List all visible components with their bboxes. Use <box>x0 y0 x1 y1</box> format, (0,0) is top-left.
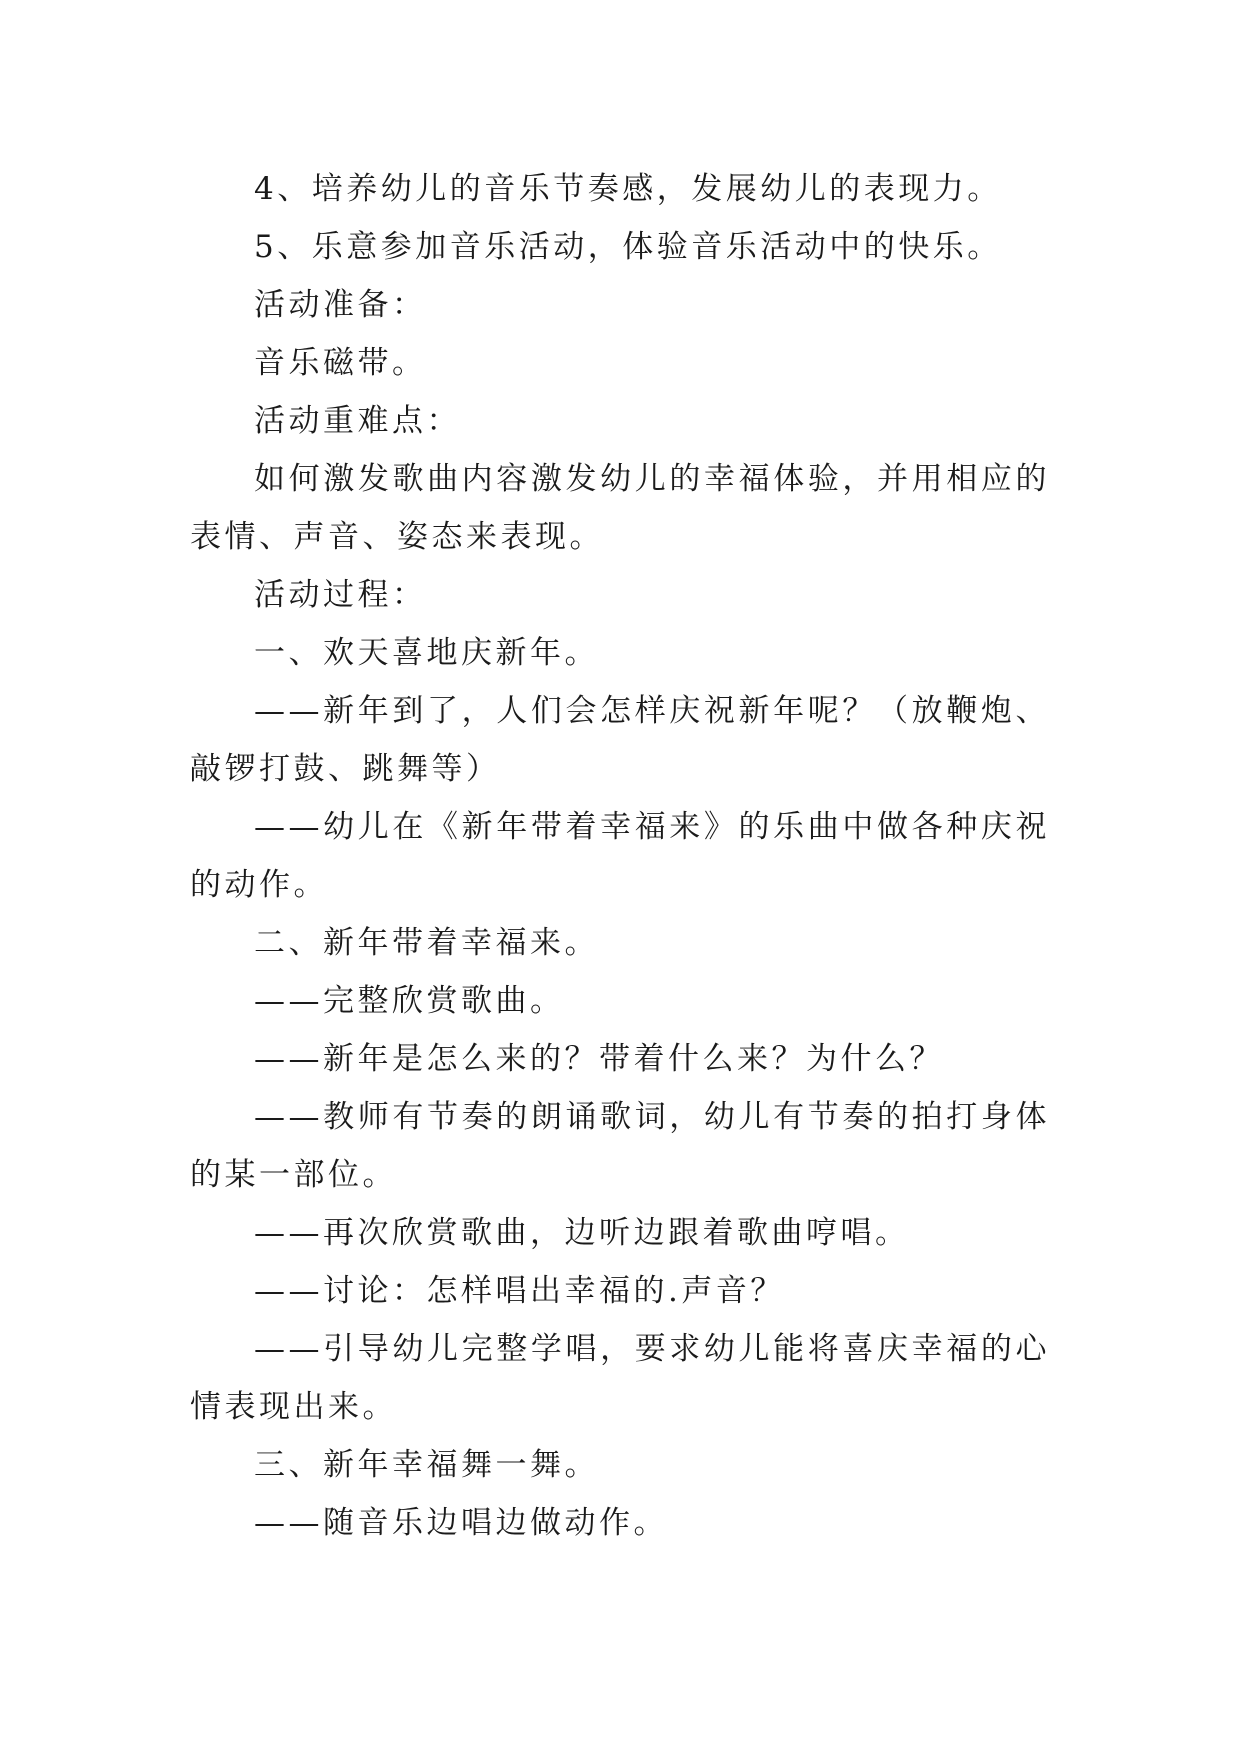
process-step-2-item: ——教师有节奏的朗诵歌词，幼儿有节奏的拍打身体的某一部位。 <box>190 1099 1050 1193</box>
section-heading-preparation: 活动准备： <box>254 287 427 323</box>
goal-item-4: 4、培养幼儿的音乐节奏感，发展幼儿的表现力。 <box>254 171 1002 207</box>
process-step-1-heading: 一、欢天喜地庆新年。 <box>254 635 599 671</box>
section-heading-key-points: 活动重难点： <box>254 403 461 439</box>
process-step-2-item: ——引导幼儿完整学唱，要求幼儿能将喜庆幸福的心情表现出来。 <box>190 1331 1050 1425</box>
process-step-2-item: ——再次欣赏歌曲，边听边跟着歌曲哼唱。 <box>254 1215 910 1251</box>
process-step-1-item: ——新年到了，人们会怎样庆祝新年呢？（放鞭炮、敲锣打鼓、跳舞等） <box>190 693 1050 787</box>
process-step-2-heading: 二、新年带着幸福来。 <box>254 925 599 961</box>
process-step-2-item: ——完整欣赏歌曲。 <box>254 983 565 1019</box>
section-heading-process: 活动过程： <box>254 577 427 613</box>
goal-item-5: 5、乐意参加音乐活动，体验音乐活动中的快乐。 <box>254 229 1002 265</box>
process-step-3-item: ——随音乐边唱边做动作。 <box>254 1505 668 1541</box>
key-points-text: 如何激发歌曲内容激发幼儿的幸福体验，并用相应的表情、声音、姿态来表现。 <box>190 461 1050 555</box>
process-step-1-item: ——幼儿在《新年带着幸福来》的乐曲中做各种庆祝的动作。 <box>190 809 1050 903</box>
process-step-2-item: ——新年是怎么来的？带着什么来？为什么？ <box>254 1041 944 1077</box>
document-body <box>190 160 1050 1552</box>
preparation-text: 音乐磁带。 <box>254 345 427 381</box>
process-step-2-item: ——讨论：怎样唱出幸福的.声音？ <box>254 1273 785 1309</box>
process-step-3-heading: 三、新年幸福舞一舞。 <box>254 1447 599 1483</box>
